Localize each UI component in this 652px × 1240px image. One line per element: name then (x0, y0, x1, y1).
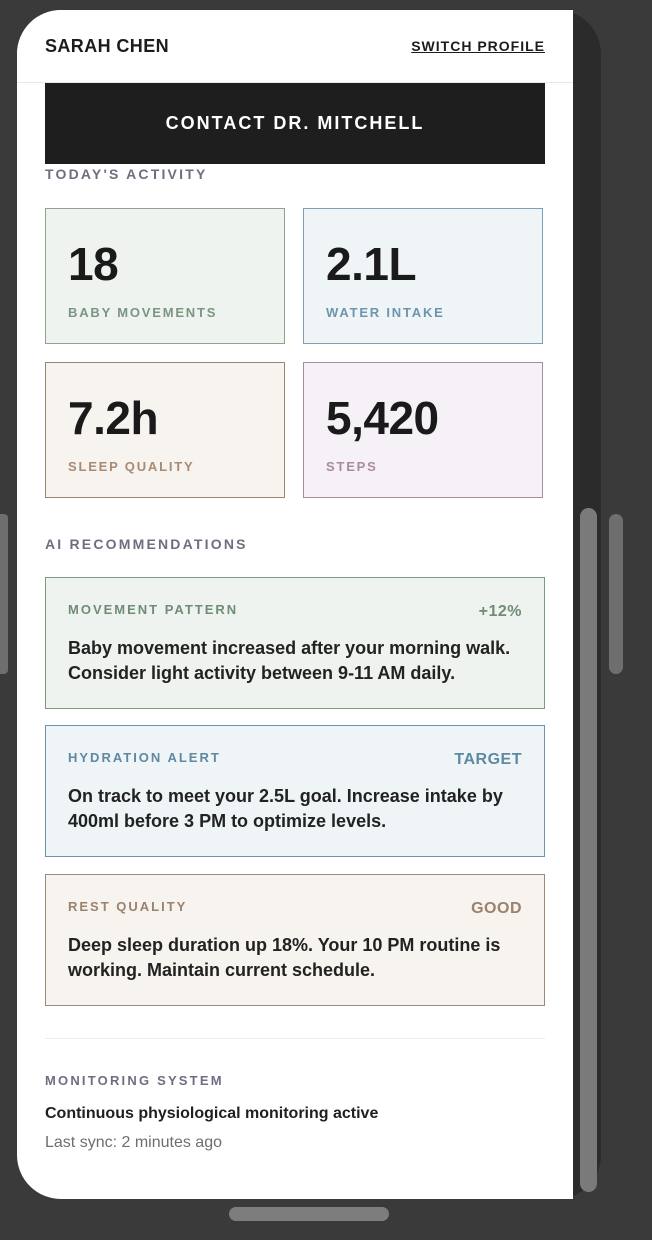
stat-card-baby-movements[interactable] (45, 208, 285, 344)
recommendation-text: Deep sleep duration up 18%. Your 10 PM routine is working. Maintain current schedule. (68, 935, 501, 980)
stat-label: STEPS (326, 459, 378, 474)
contact-doctor-button[interactable]: CONTACT DR. MITCHELL (45, 83, 545, 164)
activity-section-title: TODAY'S ACTIVITY (45, 166, 208, 182)
stat-value: 18 (68, 238, 119, 290)
scrollbar[interactable] (580, 508, 597, 1192)
stat-card-sleep-quality[interactable] (45, 362, 285, 498)
recommendation-title: HYDRATION ALERT (68, 750, 221, 765)
last-sync-text: Last sync: 2 minutes ago (45, 1134, 222, 1151)
recommendations-section-title: AI RECOMMENDATIONS (45, 536, 248, 552)
recommendation-title: REST QUALITY (68, 899, 188, 914)
recommendation-card-movement[interactable] (45, 577, 545, 709)
app-screen (17, 10, 573, 1199)
stat-value: 7.2h (68, 392, 159, 444)
stat-value: 2.1L (326, 238, 417, 290)
recommendation-text: Baby movement increased after your morning walk. Consider light activity between 9-11 AM daily. (68, 638, 511, 683)
side-scroll-handle-right[interactable] (609, 514, 623, 674)
section-divider (45, 1038, 545, 1039)
monitoring-status: Continuous physiological monitoring active (45, 1105, 379, 1122)
switch-profile-link[interactable]: SWITCH PROFILE (411, 38, 545, 54)
stat-label: WATER INTAKE (326, 305, 445, 320)
user-name: SARAH CHEN (45, 36, 170, 56)
monitoring-section-title: MONITORING SYSTEM (45, 1073, 224, 1088)
top-bar (17, 10, 573, 83)
stat-label: BABY MOVEMENTS (68, 305, 218, 320)
recommendation-title: MOVEMENT PATTERN (68, 602, 239, 617)
recommendation-card-rest[interactable] (45, 874, 545, 1006)
stat-card-water-intake[interactable] (303, 208, 543, 344)
stat-value: 5,420 (326, 392, 439, 444)
recommendation-badge: GOOD (471, 900, 522, 917)
recommendation-badge: +12% (478, 603, 522, 620)
recommendation-text: On track to meet your 2.5L goal. Increase intake by 400ml before 3 PM to optimize levels. (68, 786, 503, 831)
stat-card-steps[interactable] (303, 362, 543, 498)
side-scroll-handle-left[interactable] (0, 514, 8, 674)
stat-label: SLEEP QUALITY (68, 459, 195, 474)
recommendation-card-hydration[interactable] (45, 725, 545, 857)
recommendation-badge: TARGET (454, 751, 522, 768)
home-indicator[interactable] (229, 1207, 389, 1221)
